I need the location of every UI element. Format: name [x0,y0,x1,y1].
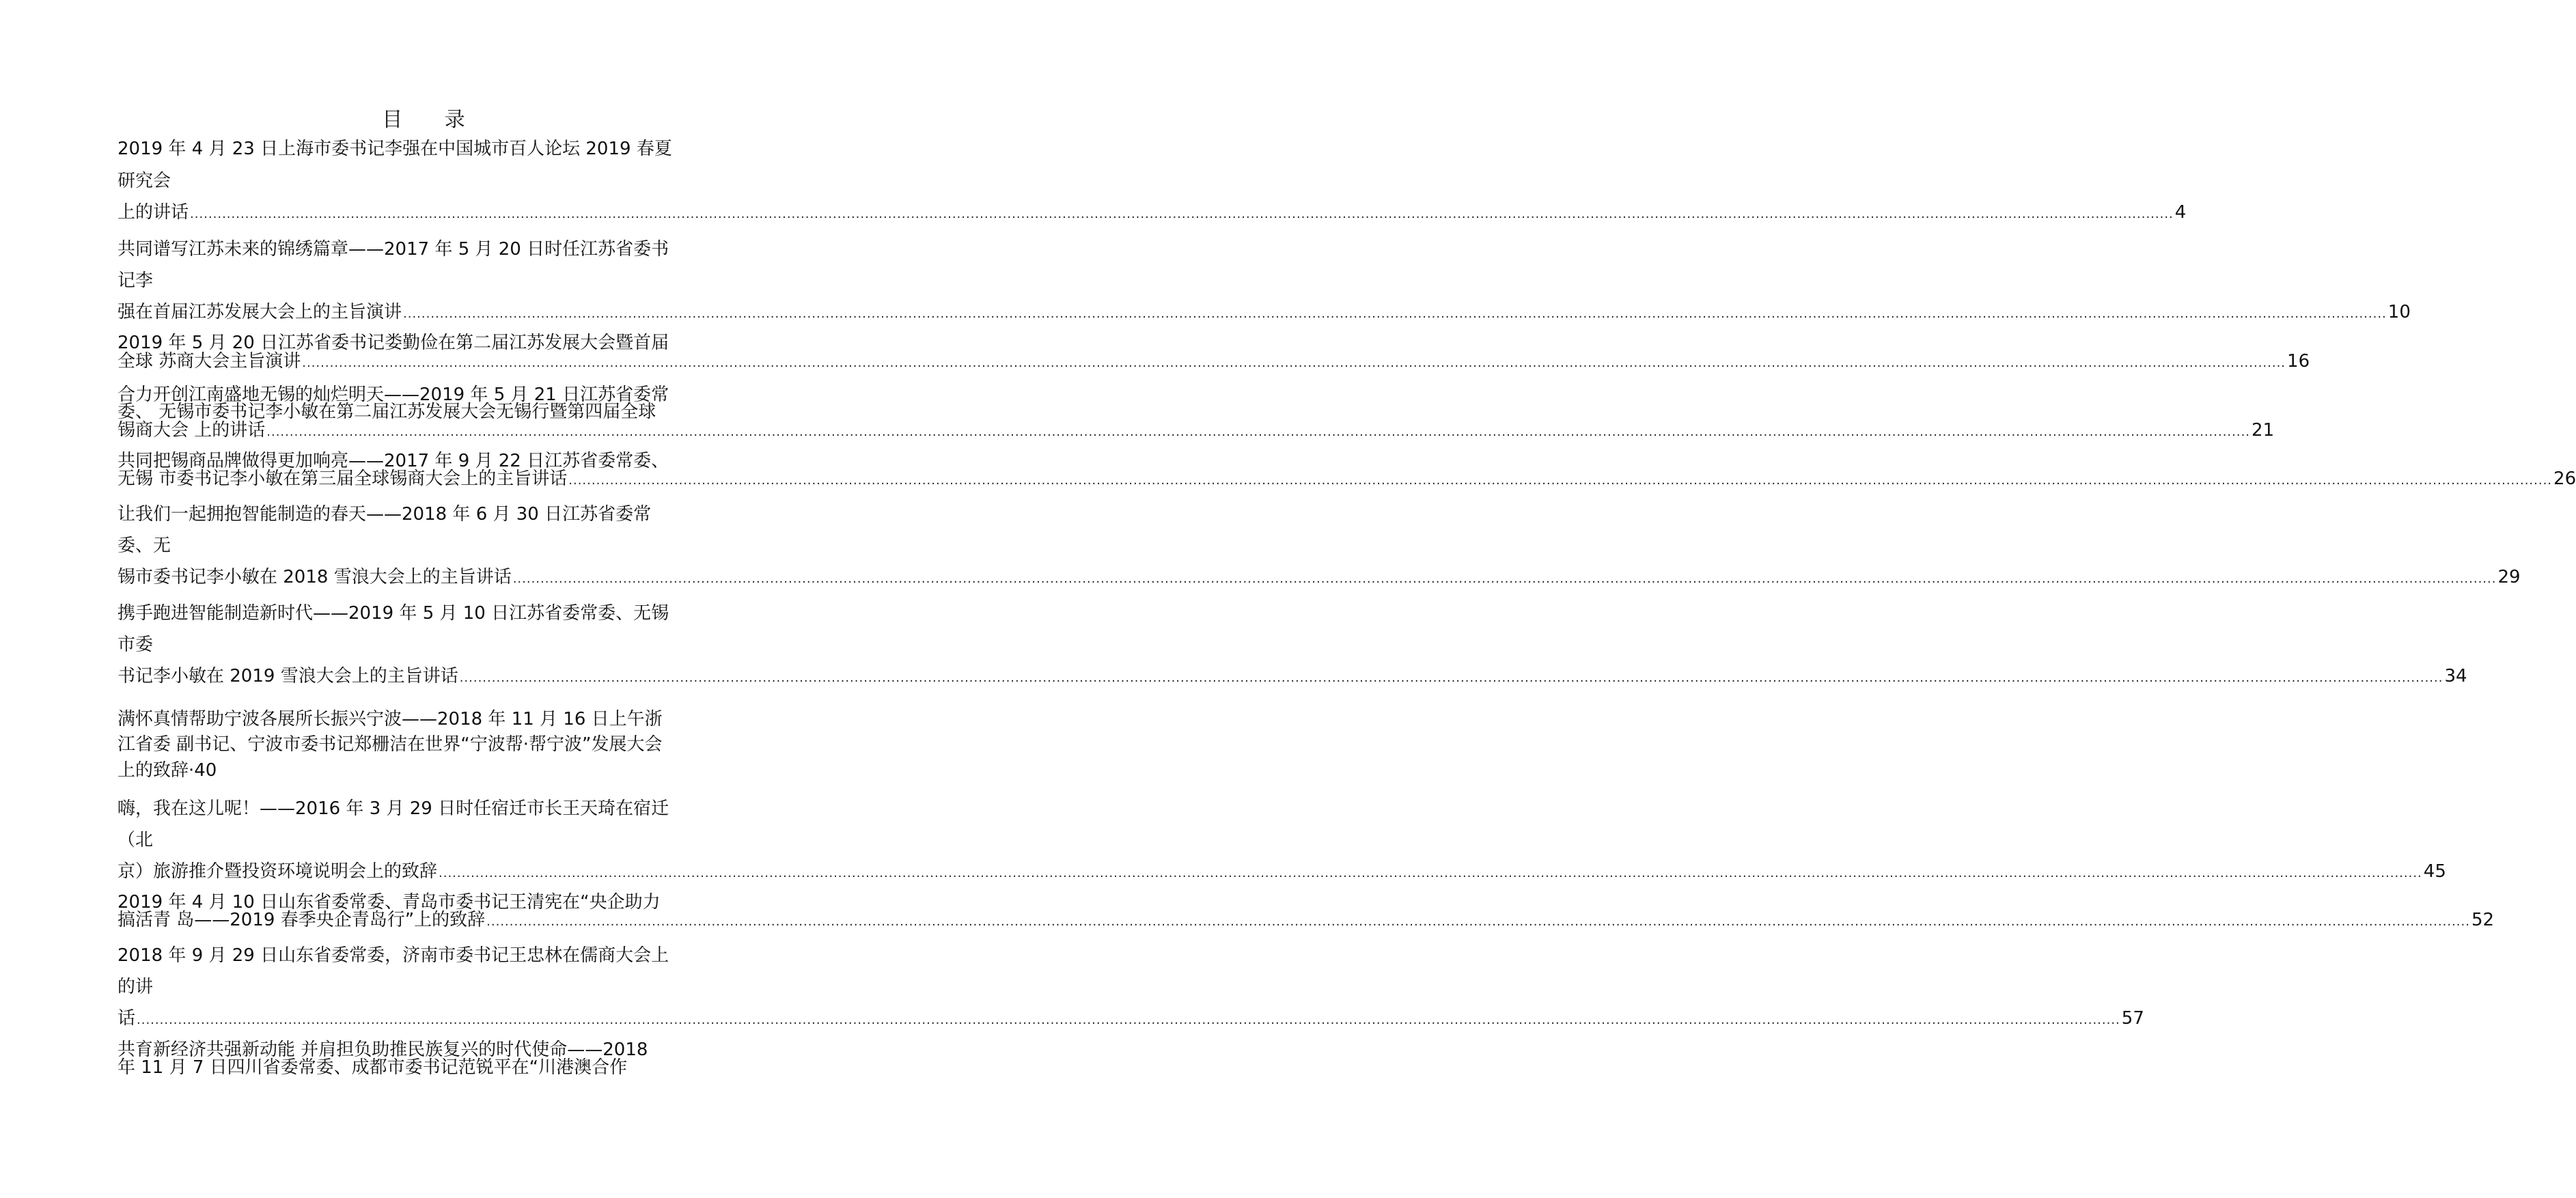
toc-entry-5-page: 26 [2553,469,2576,489]
toc-entry-11-line-3[interactable] [117,1008,2144,1031]
toc-entry-2-text: 强在首届江苏发展大会上的主旨演讲 [117,302,402,322]
toc-entry-9-line-2[interactable]: （北 [117,830,154,850]
dot-leader: ................................................................................................................................................................................................................................................................................................................................................................................................................................................ [190,207,2174,221]
dot-leader: ................................................................................................................................................................................................................................................................................................................................................................................................................................................ [568,473,2553,488]
toc-entry-7-line-1[interactable]: 携手跑进智能制造新时代——2019 年 5 月 10 日江苏省委常委、无锡 [117,603,669,624]
toc-entry-8-line-1[interactable]: 满怀真情帮助宁波各展所长振兴宁波——2018 年 11 月 16 日上午浙 [117,709,663,729]
toc-entry-9-text: 京）旅游推介暨投资环境说明会上的致辞 [117,861,438,882]
toc-entry-10-text: 搞活青 岛——2019 春季央企青岛行”上的致辞 [117,910,486,930]
toc-entry-2-line-3[interactable] [117,302,2411,324]
dot-leader: ................................................................................................................................................................................................................................................................................................................................................................................................................................................ [403,307,2387,321]
dot-leader: ................................................................................................................................................................................................................................................................................................................................................................................................................................................ [512,572,2497,586]
toc-entry-7-page: 34 [2444,666,2467,686]
toc-entry-4-page: 21 [2252,420,2275,441]
toc-entry-3-line-1[interactable]: 2019 年 5 月 20 日江苏省委书记娄勤俭在第二届江苏发展大会暨首届 [117,333,669,353]
toc-entry-1-page: 4 [2174,202,2187,223]
toc-entry-6-page: 29 [2497,567,2521,587]
toc-entry-12-line-1[interactable]: 共育新经济共强新动能 并肩担负助推民族复兴的时代使命——2018 [117,1040,648,1060]
toc-entry-3-line-2[interactable] [117,351,2310,374]
toc-entry-4-line-3[interactable] [117,420,2275,443]
dot-leader: ................................................................................................................................................................................................................................................................................................................................................................................................................................................ [459,671,2443,685]
toc-entry-5-text: 无锡 市委书记李小敏在第三届全球锡商大会上的主旨讲话 [117,469,568,489]
toc-entry-6-line-2[interactable]: 委、无 [117,535,171,556]
toc-entry-10-line-1[interactable]: 2019 年 4 月 10 日山东省委常委、青岛市委书记王清宪在“央企助力 [117,892,661,913]
toc-entry-5-line-2[interactable] [117,469,2576,491]
toc-entry-1-line-3[interactable] [117,202,2187,225]
toc-entry-11-line-2[interactable]: 的讲 [117,977,154,997]
dot-leader: ................................................................................................................................................................................................................................................................................................................................................................................................................................................ [302,356,2286,370]
dot-leader: ................................................................................................................................................................................................................................................................................................................................................................................................................................................ [137,1013,2120,1027]
toc-entry-6-line-3[interactable] [117,567,2521,589]
toc-entry-7-line-3[interactable] [117,666,2467,688]
dot-leader: ................................................................................................................................................................................................................................................................................................................................................................................................................................................ [486,915,2470,929]
toc-entry-10-page: 52 [2471,910,2495,930]
dot-leader: ................................................................................................................................................................................................................................................................................................................................................................................................................................................ [439,866,2422,880]
toc-entry-3-text: 全球 苏商大会主旨演讲 [117,351,301,372]
toc-entry-8-line-3[interactable]: 上的致辞·40 [117,760,217,781]
toc-entry-3-page: 16 [2287,351,2310,372]
toc-entry-2-page: 10 [2387,302,2411,322]
toc-entry-4-line-2[interactable]: 委、 无锡市委书记李小敏在第二届江苏发展大会无锡行暨第四届全球 [117,402,656,422]
toc-entry-11-line-1[interactable]: 2018 年 9 月 29 日山东省委常委，济南市委书记王忠林在儒商大会上 [117,945,669,966]
toc-entry-6-text: 锡市委书记李小敏在 2018 雪浪大会上的主旨讲话 [117,567,512,587]
toc-entry-5-line-1[interactable]: 共同把锡商品牌做得更加响亮——2017 年 9 月 22 日江苏省委常委、 [117,451,669,471]
toc-entry-4-line-1[interactable]: 合力开创江南盛地无锡的灿烂明天——2019 年 5 月 21 日江苏省委常 [117,385,669,405]
toc-entry-1-line-2[interactable]: 研究会 [117,171,171,191]
toc-entry-2-line-1[interactable]: 共同谱写江苏未来的锦绣篇章——2017 年 5 月 20 日时任江苏省委书 [117,239,669,260]
toc-entry-4-text: 锡商大会 上的讲话 [117,420,266,441]
dot-leader: ................................................................................................................................................................................................................................................................................................................................................................................................................................................ [266,425,2251,439]
toc-entry-7-line-2[interactable]: 市委 [117,635,154,655]
toc-entry-8-line-2[interactable]: 江省委 副书记、宁波市委书记郑栅洁在世界“宁波帮·帮宁波”发展大会 [117,734,663,755]
toc-entry-9-line-1[interactable]: 嗨，我在这儿呢！——2016 年 3 月 29 日时任宿迁市长王天琦在宿迁 [117,798,669,819]
toc-entry-9-page: 45 [2423,861,2446,882]
toc-entry-1-line-1[interactable]: 2019 年 4 月 23 日上海市委书记李强在中国城市百人论坛 2019 春夏 [117,139,672,159]
toc-entry-6-line-1[interactable]: 让我们一起拥抱智能制造的春天——2018 年 6 月 30 日江苏省委常 [117,504,652,525]
toc-entry-1-text: 上的讲话 [117,202,189,223]
toc-entry-7-text: 书记李小敏在 2019 雪浪大会上的主旨讲话 [117,666,458,686]
toc-entry-11-page: 57 [2121,1008,2144,1029]
toc-entry-11-text: 话 [117,1008,136,1029]
toc-entry-12-line-2[interactable]: 年 11 月 7 日四川省委常委、成都市委书记范锐平在“川港澳合作 [117,1057,628,1078]
toc-title: 目 录 [382,108,483,132]
toc-entry-2-line-2[interactable]: 记李 [117,270,154,291]
toc-entry-10-line-2[interactable] [117,910,2495,932]
toc-entry-9-line-3[interactable] [117,861,2446,884]
